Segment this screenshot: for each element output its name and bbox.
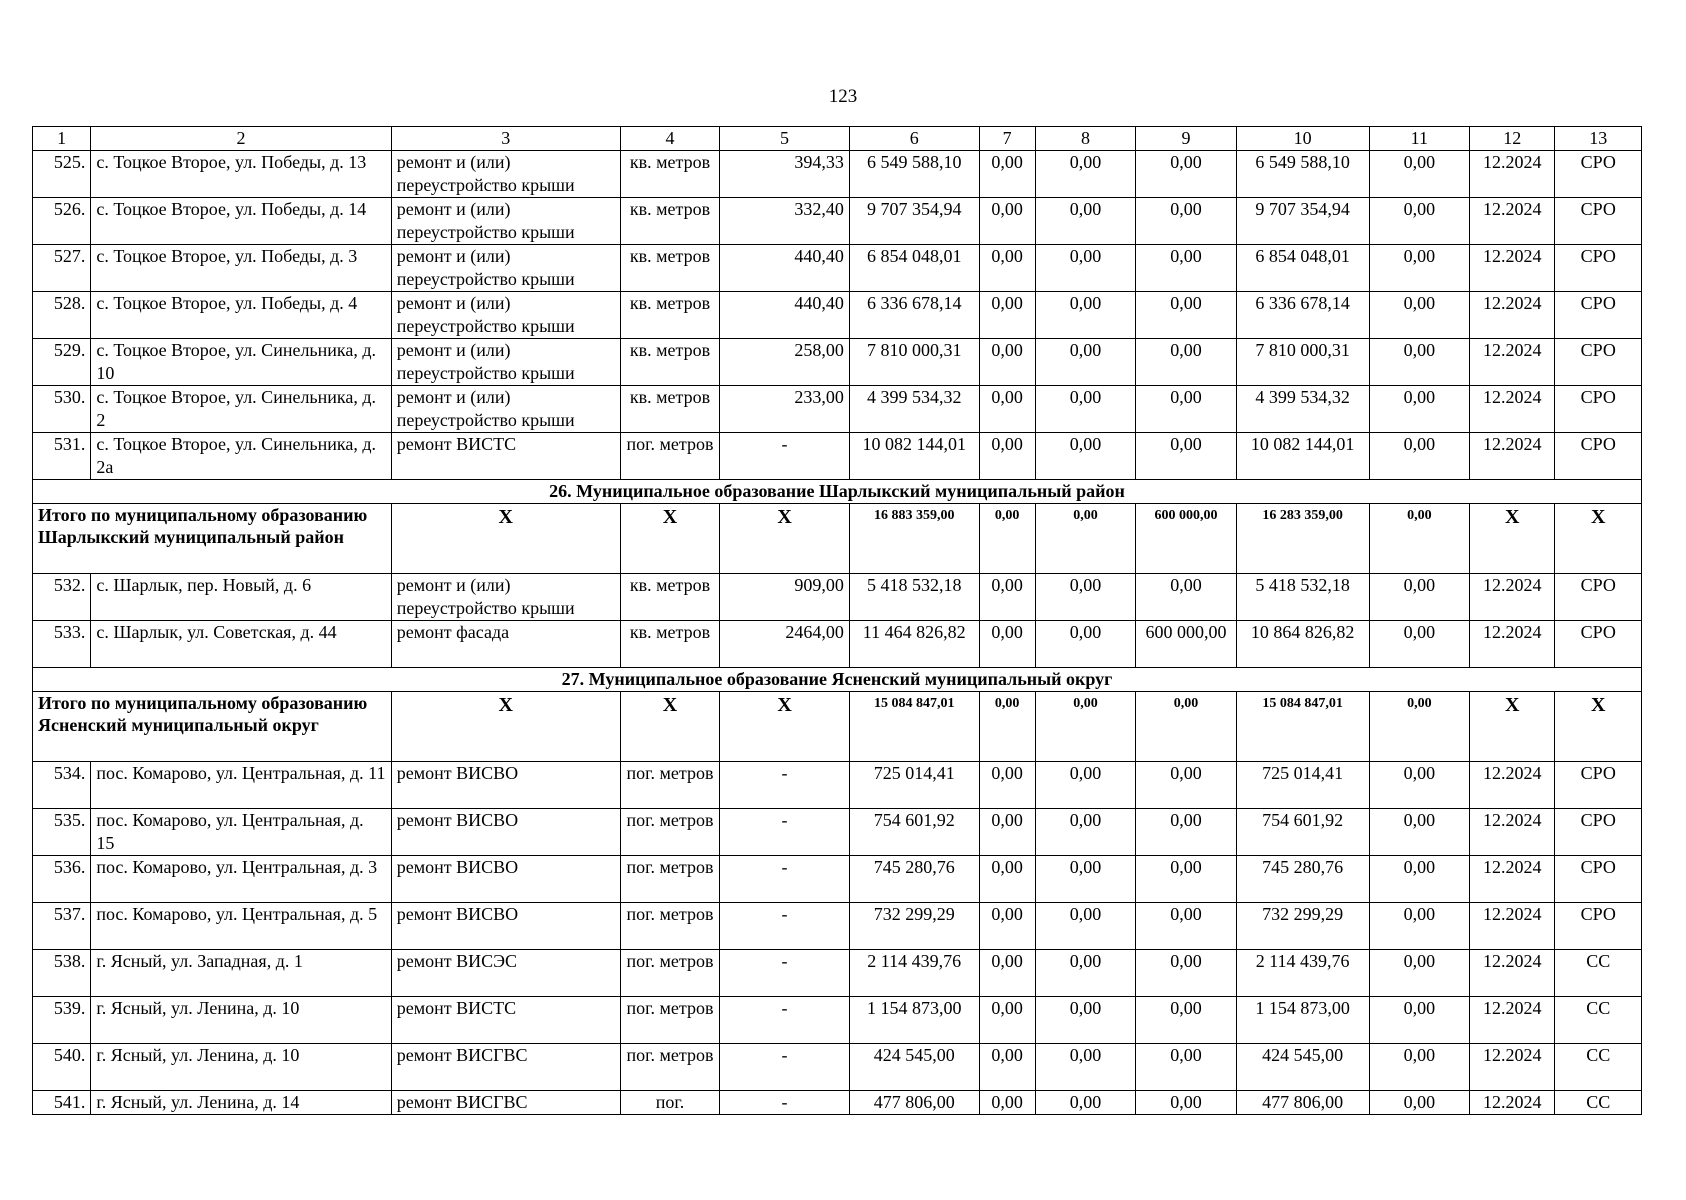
method-cell: СРО [1555,151,1642,198]
cell-c9: 0,00 [1136,198,1236,245]
cell-c10: 6 336 678,14 [1236,292,1369,339]
cell-c9: 0,00 [1136,809,1236,856]
cell-c10: 10 864 826,82 [1236,621,1369,668]
unit-cell: пог. [620,1091,719,1115]
method-cell: СРО [1555,245,1642,292]
cell-qty-x: Х [720,692,850,762]
work-type-cell: ремонт и (или) переустройство крыши [391,574,620,621]
cell-c9: 0,00 [1136,433,1236,480]
quantity-cell: 440,40 [720,292,850,339]
address-cell: с. Тоцкое Второе, ул. Синельника, д. 2 [91,386,391,433]
deadline-cell: 12.2024 [1470,809,1555,856]
unit-cell: кв. метров [620,339,719,386]
work-type-cell: ремонт ВИСГВС [391,1044,620,1091]
cell-c10: 6 549 588,10 [1236,151,1369,198]
quantity-cell: - [720,762,850,809]
cell-c7: 0,00 [979,198,1035,245]
deadline-cell: 12.2024 [1470,1091,1555,1115]
cell-c9: 0,00 [1136,386,1236,433]
address-cell: г. Ясный, ул. Ленина, д. 10 [91,1044,391,1091]
deadline-cell: 12.2024 [1470,856,1555,903]
section-heading-row [33,668,1642,692]
table-row [33,1091,1642,1115]
row-number: 525. [33,151,91,198]
cell-c8: 0,00 [1035,339,1135,386]
cell-c7: 0,00 [979,574,1035,621]
row-number: 528. [33,292,91,339]
col-header: 7 [979,127,1035,151]
unit-cell: пог. метров [620,762,719,809]
row-number: 531. [33,433,91,480]
section-title: 27. Муниципальное образование Ясненский муниципальный округ [33,668,1642,692]
cell-c6: 6 336 678,14 [849,292,979,339]
table-row [33,245,1642,292]
cell-c9: 0,00 [1136,997,1236,1044]
cell-qty-x: Х [720,504,850,574]
cell-c8: 0,00 [1035,1044,1135,1091]
work-type-cell: ремонт ВИСВО [391,762,620,809]
address-cell: пос. Комарово, ул. Центральная, д. 15 [91,809,391,856]
row-number: 536. [33,856,91,903]
total-row [33,692,1642,762]
address-cell: с. Шарлык, ул. Советская, д. 44 [91,621,391,668]
cell-c7: 0,00 [979,245,1035,292]
cell-c9: 0,00 [1136,1091,1236,1115]
cell-c8: 0,00 [1035,762,1135,809]
row-number: 527. [33,245,91,292]
cell-c9: 0,00 [1136,762,1236,809]
cell-c9: 0,00 [1136,1044,1236,1091]
cell-c7: 0,00 [979,809,1035,856]
cell-c8: 0,00 [1035,809,1135,856]
work-type-cell: ремонт и (или) переустройство крыши [391,339,620,386]
table-row [33,574,1642,621]
address-cell: г. Ясный, ул. Ленина, д. 14 [91,1091,391,1115]
unit-cell: кв. метров [620,245,719,292]
cell-c9: 0,00 [1136,292,1236,339]
address-cell: пос. Комарово, ул. Центральная, д. 5 [91,903,391,950]
cell-c10: 15 084 847,01 [1236,692,1369,762]
deadline-cell: 12.2024 [1470,245,1555,292]
deadline-cell: 12.2024 [1470,151,1555,198]
unit-cell: пог. метров [620,856,719,903]
work-type-cell: ремонт и (или) переустройство крыши [391,151,620,198]
cell-c10: 5 418 532,18 [1236,574,1369,621]
quantity-cell: - [720,950,850,997]
col-header: 12 [1470,127,1555,151]
col-header: 11 [1369,127,1469,151]
method-cell: СС [1555,950,1642,997]
cell-c8: 0,00 [1035,386,1135,433]
quantity-cell: 258,00 [720,339,850,386]
cell-date-x: Х [1470,692,1555,762]
table-row [33,151,1642,198]
method-cell: СРО [1555,433,1642,480]
cell-c7: 0,00 [979,950,1035,997]
cell-work-x: Х [391,692,620,762]
cell-unit-x: Х [620,504,719,574]
method-cell: СС [1555,1091,1642,1115]
table-row [33,762,1642,809]
cell-c9: 0,00 [1136,950,1236,997]
cell-work-x: Х [391,504,620,574]
cell-c7: 0,00 [979,433,1035,480]
cell-c10: 745 280,76 [1236,856,1369,903]
cell-c8: 0,00 [1035,504,1135,574]
unit-cell: кв. метров [620,621,719,668]
col-header: 8 [1035,127,1135,151]
section-title: 26. Муниципальное образование Шарлыкский муниципальный район [33,480,1642,504]
row-number: 533. [33,621,91,668]
method-cell: СС [1555,1044,1642,1091]
cell-c10: 477 806,00 [1236,1091,1369,1115]
cell-c11: 0,00 [1369,621,1469,668]
cell-c8: 0,00 [1035,950,1135,997]
table-row [33,198,1642,245]
cell-c11: 0,00 [1369,386,1469,433]
table-row [33,292,1642,339]
cell-c8: 0,00 [1035,151,1135,198]
column-number-row [33,127,1642,151]
cell-c8: 0,00 [1035,292,1135,339]
row-number: 541. [33,1091,91,1115]
cell-c6: 745 280,76 [849,856,979,903]
cell-c6: 725 014,41 [849,762,979,809]
cell-c11: 0,00 [1369,433,1469,480]
section-heading-row [33,480,1642,504]
quantity-cell: 233,00 [720,386,850,433]
work-type-cell: ремонт ВИСТС [391,997,620,1044]
unit-cell: пог. метров [620,950,719,997]
cell-c7: 0,00 [979,504,1035,574]
unit-cell: кв. метров [620,151,719,198]
table-row [33,386,1642,433]
total-label: Итого по муниципальному образованию Шарлыкский муниципальный район [33,504,392,574]
work-type-cell: ремонт фасада [391,621,620,668]
quantity-cell: - [720,433,850,480]
cell-c11: 0,00 [1369,903,1469,950]
row-number: 529. [33,339,91,386]
cell-c6: 16 883 359,00 [849,504,979,574]
cell-c8: 0,00 [1035,903,1135,950]
table-row [33,809,1642,856]
col-header: 9 [1136,127,1236,151]
work-type-cell: ремонт и (или) переустройство крыши [391,198,620,245]
row-number: 539. [33,997,91,1044]
row-number: 538. [33,950,91,997]
deadline-cell: 12.2024 [1470,762,1555,809]
cell-c11: 0,00 [1369,292,1469,339]
method-cell: СРО [1555,762,1642,809]
cell-c7: 0,00 [979,903,1035,950]
method-cell: СРО [1555,292,1642,339]
col-header: 2 [91,127,391,151]
cell-c7: 0,00 [979,762,1035,809]
address-cell: пос. Комарово, ул. Центральная, д. 3 [91,856,391,903]
row-number: 532. [33,574,91,621]
cell-c11: 0,00 [1369,856,1469,903]
method-cell: СРО [1555,574,1642,621]
cell-c6: 15 084 847,01 [849,692,979,762]
address-cell: пос. Комарово, ул. Центральная, д. 11 [91,762,391,809]
work-type-cell: ремонт ВИСВО [391,903,620,950]
cell-method-x: Х [1555,692,1642,762]
cell-c8: 0,00 [1035,198,1135,245]
cell-c10: 6 854 048,01 [1236,245,1369,292]
cell-c10: 1 154 873,00 [1236,997,1369,1044]
cell-c10: 754 601,92 [1236,809,1369,856]
cell-c10: 424 545,00 [1236,1044,1369,1091]
cell-c6: 754 601,92 [849,809,979,856]
cell-c8: 0,00 [1035,621,1135,668]
cell-c8: 0,00 [1035,856,1135,903]
cell-method-x: Х [1555,504,1642,574]
quantity-cell: 440,40 [720,245,850,292]
cell-c6: 9 707 354,94 [849,198,979,245]
capital-repair-table [32,126,1642,1115]
table-row [33,903,1642,950]
cell-c7: 0,00 [979,292,1035,339]
work-type-cell: ремонт и (или) переустройство крыши [391,292,620,339]
total-label: Итого по муниципальному образованию Ясненский муниципальный округ [33,692,392,762]
col-header: 1 [33,127,91,151]
cell-c9: 0,00 [1136,151,1236,198]
cell-c9: 0,00 [1136,903,1236,950]
row-number: 535. [33,809,91,856]
cell-c8: 0,00 [1035,692,1135,762]
cell-c9: 0,00 [1136,574,1236,621]
cell-c11: 0,00 [1369,997,1469,1044]
cell-c6: 1 154 873,00 [849,997,979,1044]
table-body [33,127,1642,1115]
col-header: 13 [1555,127,1642,151]
unit-cell: кв. метров [620,574,719,621]
unit-cell: кв. метров [620,292,719,339]
quantity-cell: 332,40 [720,198,850,245]
address-cell: с. Тоцкое Второе, ул. Синельника, д. 10 [91,339,391,386]
cell-c7: 0,00 [979,692,1035,762]
work-type-cell: ремонт ВИСВО [391,856,620,903]
cell-unit-x: Х [620,692,719,762]
cell-c8: 0,00 [1035,1091,1135,1115]
cell-c10: 2 114 439,76 [1236,950,1369,997]
unit-cell: пог. метров [620,809,719,856]
work-type-cell: ремонт ВИСЭС [391,950,620,997]
cell-c11: 0,00 [1369,1091,1469,1115]
cell-date-x: Х [1470,504,1555,574]
deadline-cell: 12.2024 [1470,903,1555,950]
cell-c11: 0,00 [1369,504,1469,574]
cell-c7: 0,00 [979,386,1035,433]
cell-c6: 5 418 532,18 [849,574,979,621]
deadline-cell: 12.2024 [1470,997,1555,1044]
cell-c7: 0,00 [979,151,1035,198]
work-type-cell: ремонт ВИСВО [391,809,620,856]
col-header: 6 [849,127,979,151]
cell-c6: 6 549 588,10 [849,151,979,198]
method-cell: СРО [1555,386,1642,433]
cell-c6: 477 806,00 [849,1091,979,1115]
method-cell: СРО [1555,809,1642,856]
unit-cell: пог. метров [620,433,719,480]
cell-c8: 0,00 [1035,997,1135,1044]
deadline-cell: 12.2024 [1470,1044,1555,1091]
cell-c6: 11 464 826,82 [849,621,979,668]
quantity-cell: 394,33 [720,151,850,198]
address-cell: с. Шарлык, пер. Новый, д. 6 [91,574,391,621]
deadline-cell: 12.2024 [1470,433,1555,480]
work-type-cell: ремонт ВИСТС [391,433,620,480]
deadline-cell: 12.2024 [1470,950,1555,997]
quantity-cell: - [720,1044,850,1091]
address-cell: с. Тоцкое Второе, ул. Победы, д. 3 [91,245,391,292]
cell-c11: 0,00 [1369,339,1469,386]
cell-c10: 16 283 359,00 [1236,504,1369,574]
unit-cell: пог. метров [620,1044,719,1091]
total-row [33,504,1642,574]
deadline-cell: 12.2024 [1470,386,1555,433]
cell-c9: 0,00 [1136,339,1236,386]
cell-c6: 4 399 534,32 [849,386,979,433]
cell-c11: 0,00 [1369,245,1469,292]
quantity-cell: - [720,1091,850,1115]
cell-c6: 7 810 000,31 [849,339,979,386]
address-cell: с. Тоцкое Второе, ул. Победы, д. 14 [91,198,391,245]
row-number: 540. [33,1044,91,1091]
page-number: 123 [828,86,858,107]
col-header: 4 [620,127,719,151]
col-header: 3 [391,127,620,151]
cell-c9: 0,00 [1136,856,1236,903]
cell-c10: 10 082 144,01 [1236,433,1369,480]
table-row [33,997,1642,1044]
address-cell: с. Тоцкое Второе, ул. Победы, д. 13 [91,151,391,198]
cell-c7: 0,00 [979,1044,1035,1091]
table-row [33,433,1642,480]
method-cell: СРО [1555,621,1642,668]
quantity-cell: 2464,00 [720,621,850,668]
cell-c11: 0,00 [1369,151,1469,198]
work-type-cell: ремонт и (или) переустройство крыши [391,386,620,433]
cell-c11: 0,00 [1369,809,1469,856]
cell-c9: 600 000,00 [1136,504,1236,574]
deadline-cell: 12.2024 [1470,198,1555,245]
cell-c10: 725 014,41 [1236,762,1369,809]
method-cell: СРО [1555,339,1642,386]
cell-c7: 0,00 [979,621,1035,668]
cell-c10: 7 810 000,31 [1236,339,1369,386]
row-number: 530. [33,386,91,433]
cell-c6: 6 854 048,01 [849,245,979,292]
cell-c11: 0,00 [1369,198,1469,245]
cell-c6: 10 082 144,01 [849,433,979,480]
deadline-cell: 12.2024 [1470,574,1555,621]
address-cell: с. Тоцкое Второе, ул. Синельника, д. 2а [91,433,391,480]
address-cell: с. Тоцкое Второе, ул. Победы, д. 4 [91,292,391,339]
work-type-cell: ремонт ВИСГВС [391,1091,620,1115]
quantity-cell: - [720,809,850,856]
cell-c9: 0,00 [1136,245,1236,292]
address-cell: г. Ясный, ул. Ленина, д. 10 [91,997,391,1044]
table-row [33,621,1642,668]
cell-c7: 0,00 [979,856,1035,903]
col-header: 10 [1236,127,1369,151]
cell-c7: 0,00 [979,1091,1035,1115]
unit-cell: пог. метров [620,997,719,1044]
cell-c9: 600 000,00 [1136,621,1236,668]
quantity-cell: - [720,997,850,1044]
cell-c6: 2 114 439,76 [849,950,979,997]
unit-cell: пог. метров [620,903,719,950]
cell-c8: 0,00 [1035,245,1135,292]
cell-c7: 0,00 [979,997,1035,1044]
quantity-cell: - [720,856,850,903]
method-cell: СРО [1555,856,1642,903]
row-number: 526. [33,198,91,245]
table-row [33,950,1642,997]
cell-c11: 0,00 [1369,574,1469,621]
deadline-cell: 12.2024 [1470,621,1555,668]
row-number: 537. [33,903,91,950]
cell-c10: 4 399 534,32 [1236,386,1369,433]
cell-c9: 0,00 [1136,692,1236,762]
cell-c11: 0,00 [1369,762,1469,809]
cell-c6: 732 299,29 [849,903,979,950]
work-type-cell: ремонт и (или) переустройство крыши [391,245,620,292]
table-row [33,1044,1642,1091]
cell-c10: 9 707 354,94 [1236,198,1369,245]
quantity-cell: - [720,903,850,950]
row-number: 534. [33,762,91,809]
address-cell: г. Ясный, ул. Западная, д. 1 [91,950,391,997]
cell-c10: 732 299,29 [1236,903,1369,950]
cell-c11: 0,00 [1369,692,1469,762]
method-cell: СРО [1555,903,1642,950]
method-cell: СС [1555,997,1642,1044]
cell-c8: 0,00 [1035,574,1135,621]
deadline-cell: 12.2024 [1470,339,1555,386]
table-row [33,856,1642,903]
cell-c11: 0,00 [1369,950,1469,997]
cell-c8: 0,00 [1035,433,1135,480]
cell-c6: 424 545,00 [849,1044,979,1091]
method-cell: СРО [1555,198,1642,245]
deadline-cell: 12.2024 [1470,292,1555,339]
cell-c11: 0,00 [1369,1044,1469,1091]
quantity-cell: 909,00 [720,574,850,621]
cell-c7: 0,00 [979,339,1035,386]
col-header: 5 [720,127,850,151]
unit-cell: кв. метров [620,386,719,433]
table-row [33,339,1642,386]
unit-cell: кв. метров [620,198,719,245]
